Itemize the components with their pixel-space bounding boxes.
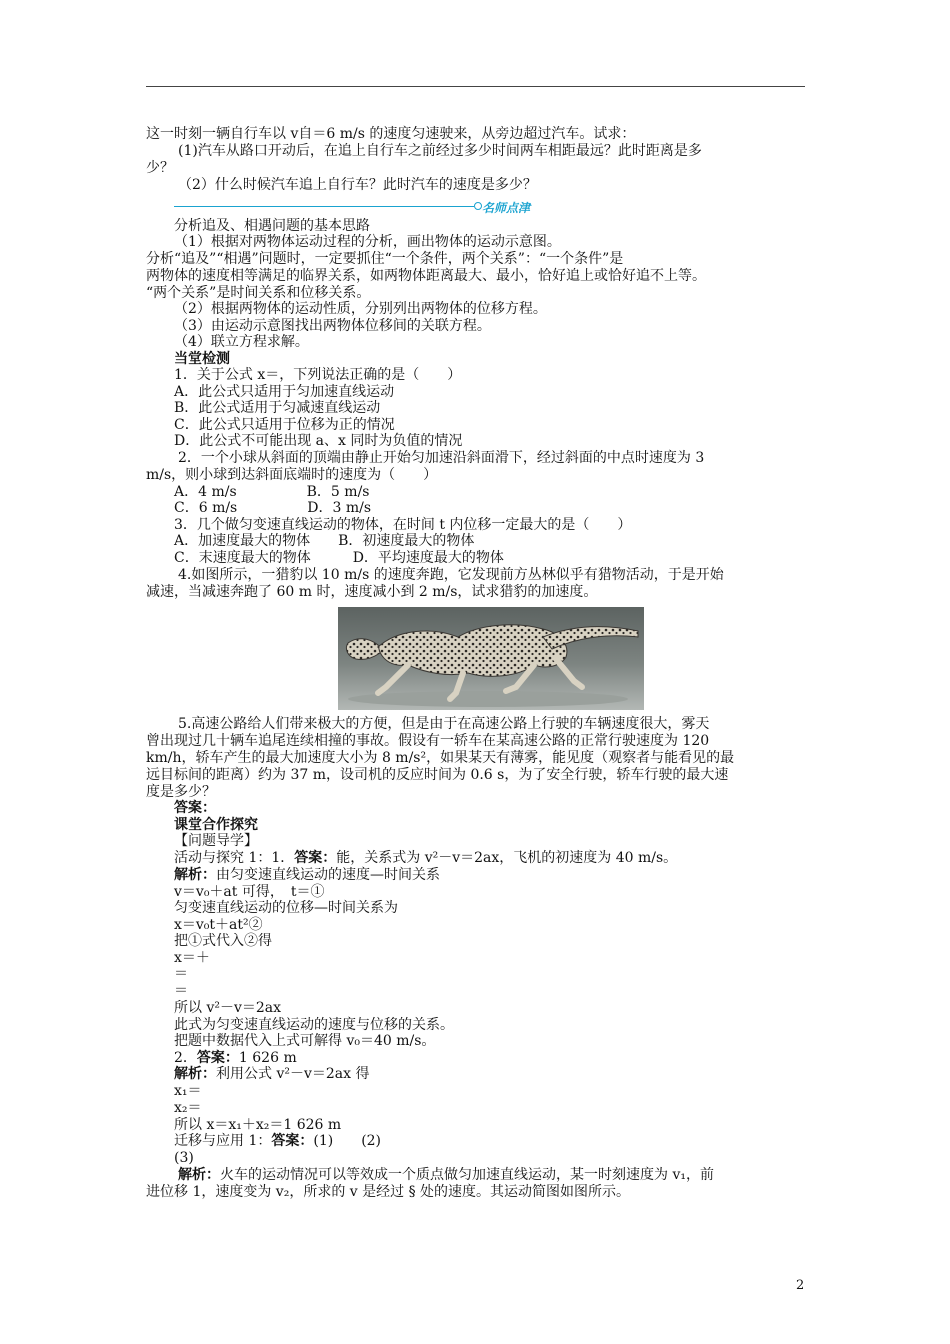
options-3ab: A．加速度最大的物体 B．初速度最大的物体: [174, 533, 475, 549]
formula-line: v＝v₀＋at 可得， t＝①: [174, 884, 325, 900]
analysis-line: 解析：由匀变速直线运动的速度—时间关系: [174, 867, 440, 883]
option-1b: B．此公式适用于匀减速直线运动: [174, 400, 381, 416]
text-line: 远目标间的距离）约为 37 m，设司机的反应时间为 0.6 s，为了安全行驶，轿车行驶的最大速: [146, 767, 729, 783]
cheetah-photo: [338, 607, 644, 710]
text-line: 两物体的速度相等满足的临界关系，如两物体距离最大、最小，恰好追上或恰好追不上等。: [146, 268, 706, 284]
tip-dot-icon: [474, 202, 482, 210]
text-line: 减速，当减速奔跑了 60 m 时，速度减小到 2 m/s，试求猎豹的加速度。: [146, 584, 598, 600]
text-line: （2）根据两物体的运动性质，分别列出两物体的位移方程。: [174, 301, 547, 317]
analysis-line: 解析：火车的运动情况可以等效成一个质点做匀加速直线运动，某一时刻速度为 v₁，前: [178, 1167, 714, 1183]
options-2cd: C．6 m/s D．3 m/s: [174, 500, 372, 516]
answer-heading: 答案：: [174, 800, 216, 816]
formula-line: x₂＝: [174, 1100, 202, 1116]
answer-line: 迁移与应用 1：答案：(1) (2): [174, 1133, 382, 1149]
header-rule: [146, 86, 805, 87]
page-number: 2: [796, 1278, 805, 1293]
text-line: 分析追及、相遇问题的基本思路: [174, 218, 370, 234]
tip-banner-line: [174, 206, 474, 207]
formula-line: x₁＝: [174, 1083, 202, 1099]
formula-line: x＝v₀t＋at²②: [174, 917, 263, 933]
options-2ab: A．4 m/s B．5 m/s: [174, 484, 370, 500]
answer-line: 2．答案：1 626 m: [174, 1050, 297, 1066]
text-line: （4）联立方程求解。: [174, 334, 309, 350]
text-line: 分析“追及”“相遇”问题时，一定要抓住“一个条件，两个关系”：“一个条件”是: [146, 251, 624, 267]
option-1d: D．此公式不可能出现 a、x 同时为负值的情况: [174, 433, 463, 449]
analysis-line: 解析：利用公式 v²－v＝2ax 得: [174, 1066, 370, 1082]
formula-line: ＝: [174, 983, 188, 999]
text-line: (1)汽车从路口开动后，在追上自行车之前经过多少时间两车相距最远？此时距离是多: [178, 143, 702, 159]
question-5: 5.高速公路给人们带来极大的方便，但是由于在高速公路上行驶的车辆速度很大，雾天: [178, 716, 710, 732]
tip-banner-label: 名师点津: [482, 201, 531, 215]
text-line: （3）由运动示意图找出两物体位移间的关联方程。: [174, 318, 491, 334]
tip-banner: [174, 200, 579, 214]
option-1a: A．此公式只适用于匀加速直线运动: [174, 384, 395, 400]
section-heading: 课堂合作探究: [174, 817, 258, 833]
formula-line: 所以 x＝x₁＋x₂＝1 626 m: [174, 1117, 342, 1133]
text-line: 此式为匀变速直线运动的速度与位移的关系。: [174, 1017, 454, 1033]
options-3cd: C．末速度最大的物体 D．平均速度最大的物体: [174, 550, 504, 566]
text-line: “两个关系”是时间关系和位移关系。: [146, 285, 371, 301]
formula-line: 所以 v²－v＝2ax: [174, 1000, 282, 1016]
subsection-heading: 【问题导学】: [174, 833, 258, 849]
text-line: 曾出现过几十辆车追尾连续相撞的事故。假设有一轿车在某高速公路的正常行驶速度为 120: [146, 733, 710, 749]
text-line: （2）什么时候汽车追上自行车？此时汽车的速度是多少？: [178, 177, 537, 193]
formula-line: ＝: [174, 966, 188, 982]
text-line: km/h，轿车产生的最大加速度大小为 8 m/s²，如果某天有薄雾，能见度（观察者与能看见的最: [146, 750, 735, 766]
question-4: 4.如图所示，一猎豹以 10 m/s 的速度奔跑，它发现前方丛林似乎有猎物活动，于是开始: [178, 567, 724, 583]
text-line: 把题中数据代入上式可解得 v₀＝40 m/s。: [174, 1033, 436, 1049]
formula-line: x＝＋: [174, 950, 210, 966]
text-line: (3): [174, 1150, 194, 1166]
text-line: m/s，则小球到达斜面底端时的速度为（ ）: [146, 467, 438, 483]
answer-line: 活动与探究 1：1．答案：能，关系式为 v²－v＝2ax，飞机的初速度为 40 m/s。: [174, 850, 678, 866]
text-line: 这一时刻一辆自行车以 v自＝6 m/s 的速度匀速驶来，从旁边超过汽车。试求：: [146, 126, 636, 142]
text-line: 少？: [146, 160, 174, 176]
text-line: 匀变速直线运动的位移—时间关系为: [174, 900, 398, 916]
question-1: 1．关于公式 x＝，下列说法正确的是（ ）: [174, 367, 462, 383]
question-3: 3．几个做匀变速直线运动的物体，在时间 t 内位移一定最大的是（ ）: [174, 517, 632, 533]
text-line: （1）根据对两物体运动过程的分析，画出物体的运动示意图。: [174, 234, 561, 250]
question-2: 2．一个小球从斜面的顶端由静止开始匀加速沿斜面滑下，经过斜面的中点时速度为 3: [178, 450, 705, 466]
text-line: 度是多少？: [146, 784, 216, 800]
text-line: 进位移 1，速度变为 v₂，所求的 v 是经过 § 处的速度。其运动简图如图所示。: [146, 1184, 631, 1200]
section-heading: 当堂检测: [174, 351, 230, 367]
text-line: 把①式代入②得: [174, 933, 272, 949]
option-1c: C．此公式只适用于位移为正的情况: [174, 417, 395, 433]
